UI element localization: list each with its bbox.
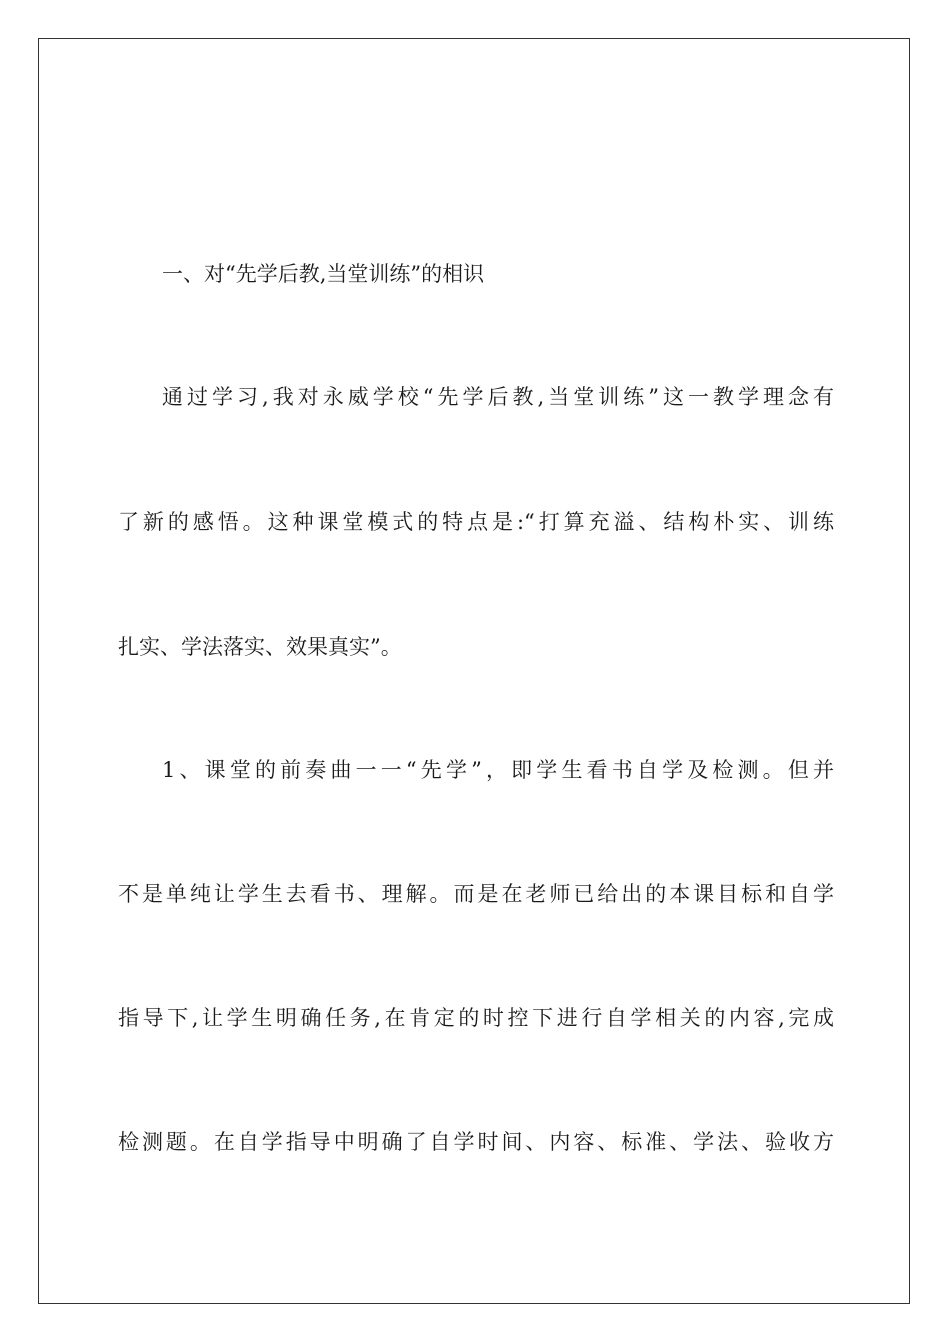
paragraph-2-line-3: 指导下,让学生明确任务,在肯定的时控下进行自学相关的内容,完成 xyxy=(118,1006,834,1030)
paragraph-2-line-2: 不是单纯让学生去看书、理解。而是在老师已给出的本课目标和自学 xyxy=(118,882,834,906)
paragraph-2-line-4: 检测题。在自学指导中明确了自学时间、内容、标准、学法、验收方 xyxy=(118,1130,834,1154)
paragraph-2-line-1: 1、课堂的前奏曲一一“先学”，即学生看书自学及检测。但并 xyxy=(162,758,834,782)
paragraph-1-line-3: 扎实、学法落实、效果真实”。 xyxy=(118,635,402,659)
paragraph-1-line-1: 通过学习,我对永威学校“先学后教,当堂训练”这一教学理念有 xyxy=(162,385,834,409)
paragraph-1-line-2: 了新的感悟。这种课堂模式的特点是:“打算充溢、结构朴实、训练 xyxy=(118,510,834,534)
page-border xyxy=(38,38,910,1304)
section-heading: 一、对“先学后教,当堂训练”的相识 xyxy=(162,262,485,286)
